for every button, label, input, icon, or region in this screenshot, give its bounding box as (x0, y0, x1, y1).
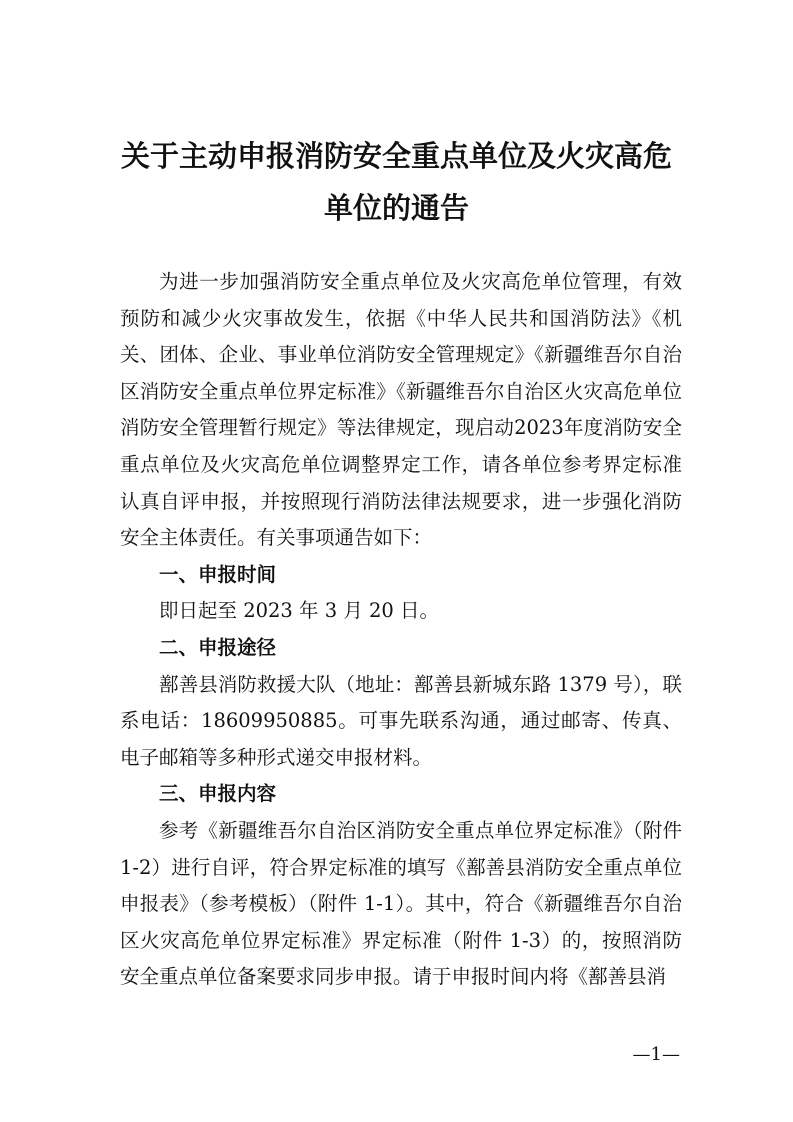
intro-paragraph: 为进一步加强消防安全重点单位及火灾高危单位管理，有效预防和减少火灾事故发生，依据《中华人民共和国消防法》《机关、团体、企业、事业单位消防安全管理规定》《新疆维吾尔自治区消防安全重点单位界定标准》《新疆维吾尔自治区火灾高危单位消防安全管理暂行规定》等法律规定，现启动2023年度消防安全重点单位及火灾高危单位调整界定工作，请各单位参考界定标准认真自评申报，并按照现行消防法律法规要求，进一步强化消防安全主体责任。有关事项通告如下： (120, 270, 682, 550)
section-text-channel: 鄯善县消防救援大队（地址：鄯善县新城东路 1379 号），联系电话：18609950885。可事先联系沟通，通过邮寄、传真、电子邮箱等多种形式递交申报材料。 (120, 672, 682, 769)
section-heading-time: 一、申报时间 (159, 562, 277, 586)
section-text-time: 即日起至 2023 年 3 月 20 日。 (159, 599, 440, 623)
section-heading-content: 三、申报内容 (159, 782, 277, 806)
document-title-line-1: 关于主动申报消防安全重点单位及火灾高危 (120, 139, 672, 173)
document-title-line-2: 单位的通告 (323, 191, 469, 225)
document-body (120, 264, 682, 996)
section-heading-channel: 二、申报途径 (159, 635, 277, 659)
page-number: —1— (632, 1044, 680, 1065)
section-text-content: 参考《新疆维吾尔自治区消防安全重点单位界定标准》（附件1-2）进行自评，符合界定标准的填写《鄯善县消防安全重点单位申报表》（参考模板）（附件 1-1）。其中，符合《新疆维吾尔自治区火灾高危单位界定标准》界定标准（附件 1-3）的，按照消防安全重点单位备案要求同步申报。请于申报时间内将《鄯善县消 (120, 818, 682, 989)
